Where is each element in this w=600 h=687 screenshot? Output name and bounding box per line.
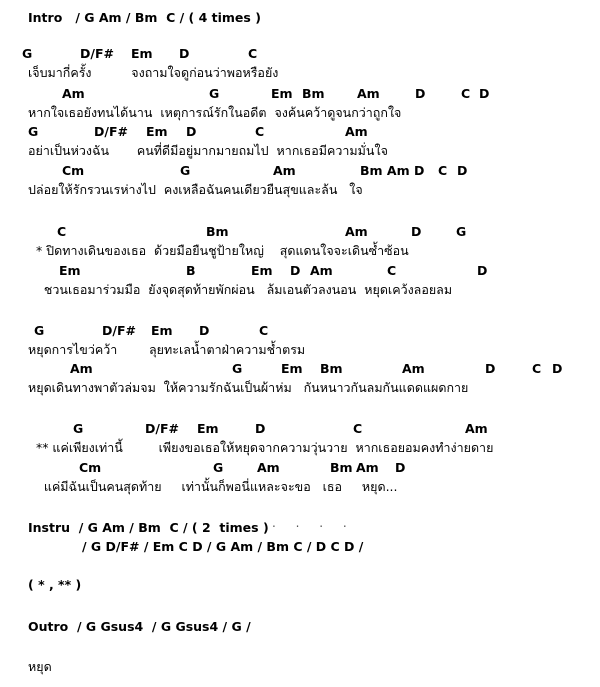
chord: Em (197, 421, 219, 436)
chord: D/F# (145, 421, 179, 436)
lyric-line: อย่าเป็นห่วงฉัน คนที่ดีมีอยู่มากมายถมไป หากเธอมีความมั่นใจ (28, 143, 388, 158)
chord: D (179, 46, 190, 61)
chord: G (209, 86, 220, 101)
chord: G (22, 46, 33, 61)
lyric-line: หยุดการไขว่คว้า ลุยทะเลน้ำตาฝ่าความช้ำตรม (28, 342, 306, 357)
chord: D/F# (80, 46, 114, 61)
chord: G (232, 361, 243, 376)
chord: Bm (206, 224, 229, 239)
chord: D (199, 323, 210, 338)
chord: C (255, 124, 265, 139)
instru-line-2: / G D/F# / Em C D / G Am / Bm C / D C D / (82, 539, 364, 554)
chord: Am (345, 224, 368, 239)
lyric-line: หากใจเธอยังทนได้นาน เหตุการณ์รักในอดีต จงค้นคว้าดูจนกว่าถูกใจ (28, 105, 402, 120)
chord: Bm (330, 460, 353, 475)
instru-dots: . . . . (272, 516, 355, 530)
chord: Em (146, 124, 168, 139)
chord: C (387, 263, 397, 278)
lyric-line: ** แค่เพียงเท่านี้ เพียงขอเธอให้หยุดจากความวุ่นวาย หากเธอยอมคงทำง่ายดาย (28, 440, 494, 455)
chord: G (73, 421, 84, 436)
chord: D (395, 460, 406, 475)
chord: Em (59, 263, 81, 278)
chord: D (255, 421, 266, 436)
chord: Am (257, 460, 280, 475)
chord: Em (251, 263, 273, 278)
chord: C (57, 224, 67, 239)
chord: Am (345, 124, 368, 139)
chord: Am (402, 361, 425, 376)
lyric-line: แค่มีฉันเป็นคนสุดท้าย เท่านั้นก็พอนี่แหละจะขอ เธอ หยุด... (28, 479, 398, 494)
lyric-line: ชวนเธอมาร่วมมือ ยังจุดสุดท้ายพักผ่อน ล้มเอนตัวลงนอน หยุดเคว้งลอยลม (28, 282, 453, 297)
chord: C (248, 46, 258, 61)
chord: D/F# (102, 323, 136, 338)
chord: Am (273, 163, 296, 178)
chord: D (415, 86, 426, 101)
chord: Em (131, 46, 153, 61)
instru-line-1: Instru / G Am / Bm C / ( 2 times ) (28, 520, 269, 535)
chord: C (259, 323, 269, 338)
chord: Em (151, 323, 173, 338)
chord: Bm (320, 361, 343, 376)
chord: D (552, 361, 563, 376)
chord: G (28, 124, 39, 139)
lyric-line: เจ็บมากี่ครั้ง จงถามใจดูก่อนว่าพอหรือยัง (28, 65, 279, 80)
chord: D/F# (94, 124, 128, 139)
chord: B (186, 263, 196, 278)
chord: C (353, 421, 363, 436)
chord: Em (281, 361, 303, 376)
chord: Am (70, 361, 93, 376)
ending-lyric: หยุด (28, 659, 52, 674)
chord: C (461, 86, 471, 101)
chord: G (213, 460, 224, 475)
chord: Am (310, 263, 333, 278)
chord: D (457, 163, 468, 178)
chord: Em (271, 86, 293, 101)
chord: D (479, 86, 490, 101)
chord: Am (356, 460, 379, 475)
chord: C (532, 361, 542, 376)
repeat-marker: ( * , ** ) (28, 577, 82, 592)
lyric-line: หยุดเดินทางพาตัวล่มจม ให้ความรักฉันเป็นผ้าห่ม กันหนาวกันลมกันแดดแผดกาย (28, 380, 469, 395)
chord: D (186, 124, 197, 139)
chord: G (180, 163, 191, 178)
chord: Am (357, 86, 380, 101)
chord: Bm Am D (360, 163, 425, 178)
chord: Am (465, 421, 488, 436)
chord: Am (62, 86, 85, 101)
chord: Bm (302, 86, 325, 101)
intro-line: Intro / G Am / Bm C / ( 4 times ) (28, 10, 261, 25)
outro-line: Outro / G Gsus4 / G Gsus4 / G / (28, 619, 251, 634)
chord: G (456, 224, 467, 239)
lyric-line: ปล่อยให้รักรวนเรห่างไป คงเหลือฉันคนเดียวยืนสุขและล้น ใจ (28, 182, 363, 197)
chord: Cm (62, 163, 85, 178)
lyric-line: * ปิดทางเดินของเธอ ด้วยมือยืนชูป้ายใหญ่ สุดแดนใจจะเดินซ้ำซ้อน (28, 243, 409, 258)
chord: D (485, 361, 496, 376)
chord: D (411, 224, 422, 239)
chord: Cm (79, 460, 102, 475)
chord: D (290, 263, 301, 278)
chord: D (477, 263, 488, 278)
chord: G (34, 323, 45, 338)
chord: C (438, 163, 448, 178)
